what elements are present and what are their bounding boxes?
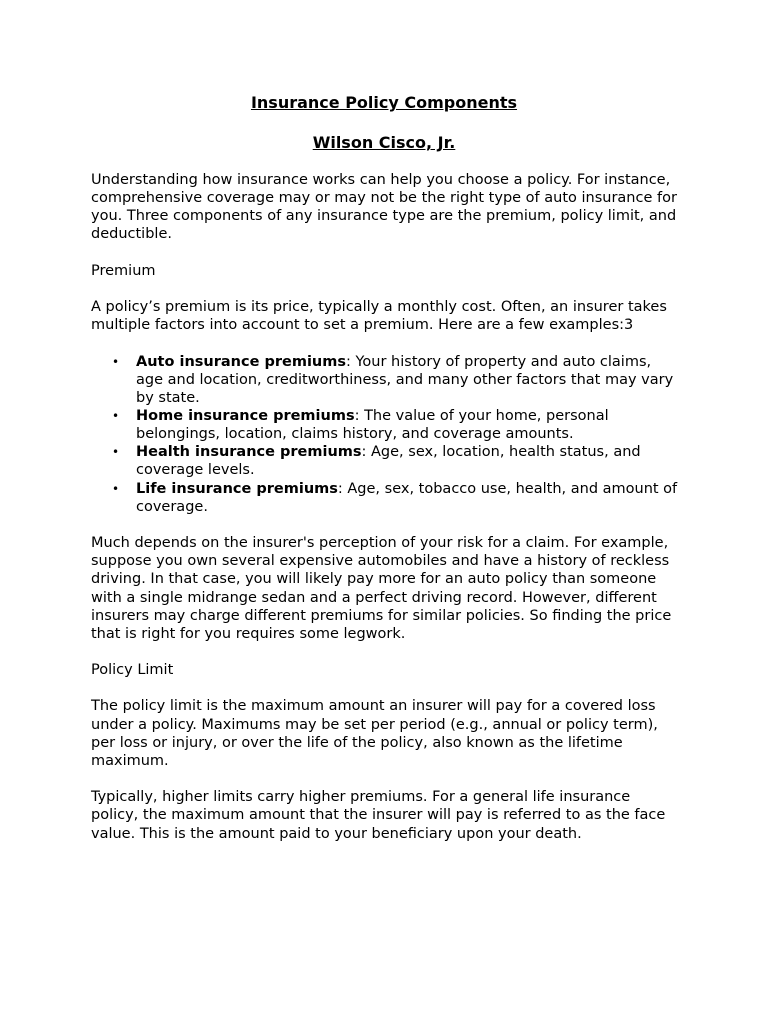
policy-limit-paragraph-2: Typically, higher limits carry higher premiums. For a general life insurance policy, the maximum amount that the insurer will pay is referred to as the face value. This is the amount paid to your beneficiary upon your death.	[91, 789, 666, 842]
bullet-icon: •	[112, 445, 120, 460]
list-item-text: : Age, sex, location, health status, and coverage levels.	[136, 444, 641, 479]
list-item-term: Life insurance premiums	[136, 480, 338, 497]
bullet-icon: •	[112, 481, 120, 496]
bullet-icon: •	[112, 354, 120, 369]
bullet-icon: •	[112, 408, 120, 423]
list-item-text: : Your history of property and auto claims, age and location, creditworthiness, and many other factors that may vary by state.	[136, 353, 674, 406]
list-item	[112, 353, 681, 407]
premium-heading: Premium	[91, 262, 156, 279]
list-item	[112, 407, 681, 443]
intro-paragraph: Understanding how insurance works can help you choose a policy. For instance, comprehensive coverage may or may not be the right type of auto insurance for you. Three components of any insurance type are the premium, policy limit, and deductible.	[91, 172, 677, 243]
list-item-term: Auto insurance premiums	[136, 353, 346, 370]
list-item-term: Home insurance premiums	[136, 407, 355, 424]
document-body	[91, 171, 681, 861]
premium-examples-list	[91, 353, 681, 516]
risk-paragraph: Much depends on the insurer's perception of your risk for a claim. For example, suppose you own several expensive automobiles and have a history of reckless driving. In that case, you will likely pay more for an auto policy than someone with a single midrange sedan and a perfect driving record. However, different insurers may charge different premiums for similar policies. So finding the price that is right for you requires some legwork.	[91, 535, 672, 642]
list-item	[112, 480, 681, 516]
premium-paragraph: A policy’s premium is its price, typically a monthly cost. Often, an insurer takes multiple factors into account to set a premium. Here are a few examples:3	[91, 299, 667, 334]
list-item-text: : Age, sex, tobacco use, health, and amount of coverage.	[136, 480, 678, 515]
document-title: Insurance Policy Components	[250, 93, 518, 112]
list-item	[112, 443, 681, 479]
policy-limit-heading: Policy Limit	[91, 662, 174, 679]
list-item-term: Health insurance premiums	[136, 444, 362, 461]
document-author: Wilson Cisco, Jr.	[312, 133, 456, 152]
list-item-text: : The value of your home, personal belongings, location, claims history, and coverage amounts.	[136, 407, 609, 443]
policy-limit-paragraph: The policy limit is the maximum amount an insurer will pay for a covered loss under a policy. Maximums may be set per period (e.g., annual or policy term), per loss or injury, or over the life of the policy, also known as the lifetime maximum.	[91, 698, 658, 769]
